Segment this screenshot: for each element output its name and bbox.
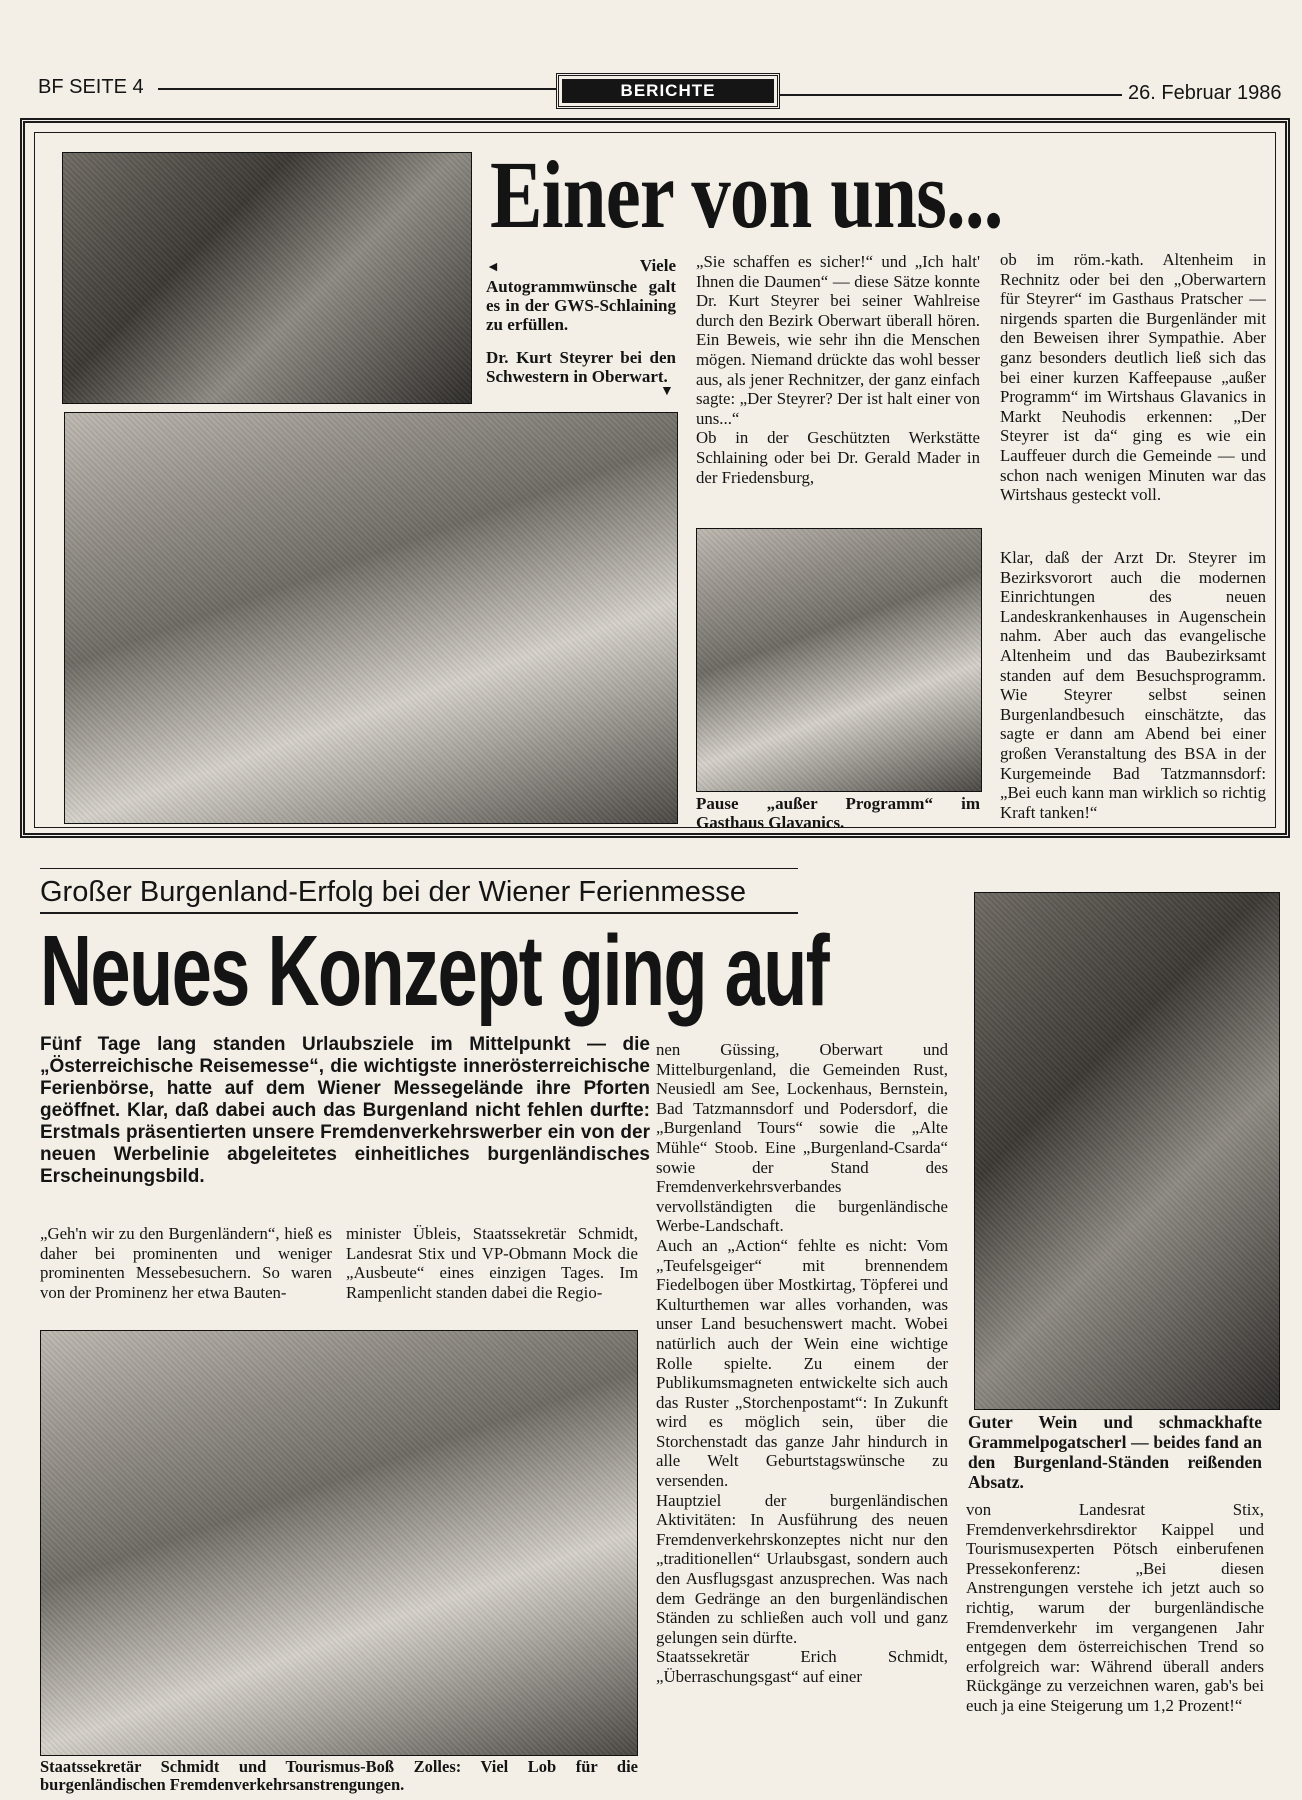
photo-gasthaus <box>696 528 982 792</box>
story1-column-3: Klar, daß der Arzt Dr. Steyrer im Bezirksvorort auch die modernen Einrichtungen des neuen Landeskrankenhauses in Augenschein nahm. Aber auch das evangelische Altenheim und das Baubezirksamt standen auf dem Besuchsprogramm. Wie Steyrer selbst seinen Burgenlandbesuch einschätzte, das sagte er dann am Abend bei einer großen Veranstaltung des BSA in der Kurgemeinde Bad Tatzmannsdorf: „Bei euch kann man wirklich so richtig Kraft tanken!“ <box>1000 548 1266 822</box>
story2-column-3: nen Güssing, Oberwart und Mittelburgenland, die Gemeinden Rust, Neusiedl am See, Lockenhaus, Bernstein, Bad Tatzmannsdorf und Podersdorf, die „Burgenland Tours“ sowie die „Alte Mühle“ Stoob. Eine „Burgenland-Csarda“ sowie der Stand des Fremdenverkehrsverbandes vervollständigten die burgenländische Werbe-Landschaft. Auch an „Action“ fehlte es nicht: Vom „Teufelsgeiger“ mit brennendem Fiedelbogen über Mostkirtag, Töpferei und Kulturthemen war alles vorhanden, was unser Land besuchenswert macht. Wobei natürlich auch der Wein eine wichtige Rolle spielte. Zu einem der Publikumsmagneten entwickelte sich auch das Ruster „Storchenpostamt“: In Zukunft wird es möglich sein, über die Storchenstadt das ganze Jahr hindurch in alle Welt Geburtstagswünsche zu versenden. Hauptziel der burgenländischen Aktivitäten: In Ausführung des neuen Fremdenverkehrskonzeptes nicht nur den „traditionellen“ Urlaubsgast, sondern auch den Ausflugsgast anzusprechen. Was nach dem Gedränge an den burgenländischen Ständen zu schließen auch voll und ganz gelungen sein dürfte. Staatssekretär Erich Schmidt, „Überraschungsgast“ auf einer <box>656 1040 948 1686</box>
story2-lead: Fünf Tage lang standen Urlaubsziele im Mittelpunkt — die „Österreichische Reisemesse“, die wichtigste innerösterreichische Ferienbörse, hatte auf dem Wiener Messegelände ihre Pforten geöffnet. Klar, daß dabei auch das Burgenland nicht fehlen durfte: Erstmals präsentierten unsere Fremdenverkehrswerber ein von der neuen Werbelinie abgeleitetes einheitliches burgenländisches Erscheinungsbild. <box>40 1034 650 1187</box>
caption-fair: Staatssekretär Schmidt und Tourismus-Boß Zolles: Viel Lob für die burgenländischen Fremdenverkehrsanstrengungen. <box>40 1757 638 1794</box>
caption-nurses: Dr. Kurt Steyrer bei den Schwestern in Oberwart. <box>486 348 676 386</box>
caption-gasthaus: Pause „außer Programm“ im Gasthaus Glavanics. <box>696 794 980 832</box>
photo-fair <box>40 1330 638 1756</box>
kicker-top-rule <box>40 868 798 869</box>
photo-nurses <box>64 412 678 824</box>
issue-date: 26. Februar 1986 <box>1128 82 1282 104</box>
section-label-box <box>556 73 780 109</box>
page-marker: BF SEITE 4 <box>38 76 144 98</box>
header-rule-right <box>780 94 1122 96</box>
photo-autographs <box>62 152 472 404</box>
story1-headline: Einer von uns... <box>490 141 1003 248</box>
story1-column-1: „Sie schaffen es sicher!“ und „Ich halt' Ihnen die Daumen“ — diese Sätze konnte Dr. Kurt Steyrer bei seiner Wahlreise durch den Bezirk Oberwart überall hören. Ein Beweis, wie sehr ihn die Menschen mögen. Niemand drückte das wohl besser aus, als jener Rechnitzer, der ganz einfach sagte: „Der Steyrer? Der ist halt einer von uns...“ Ob in der Geschützten Werkstätte Schlaining oder bei Dr. Gerald Mader in der Friedensburg, <box>696 252 980 487</box>
story2-column-4: von Landesrat Stix, Fremdenverkehrsdirektor Kaippel und Tourismusexperten Pötsch einberufenen Pressekonferenz: „Bei diesen Anstrengungen verstehe ich jetzt auch so richtig, warum der burgenländische Fremdenverkehr im vergangenen Jahr entgegen dem österreichischen Trend so erfolgreich war: Während überall anders Rückgänge zu verzeichnen waren, gab's bei euch ja eine Steigerung um 1,2 Prozent!“ <box>966 1500 1264 1715</box>
photo-wine <box>974 892 1280 1410</box>
story1-column-2: ob im röm.-kath. Altenheim in Rechnitz oder bei den „Oberwartern für Steyrer“ im Gasthaus Pratscher — nirgends sparten die Burgenländer mit den Beweisen ihrer Sympathie. Aber ganz besonders deutlich ließ sich das bei einer kurzen Kaffeepause „außer Programm“ im Wirtshaus Glavanics in Markt Neuhodis erkennen: „Der Steyrer ist da“ ging es wie ein Lauffeuer durch die Gemeinde — und schon nach wenigen Minuten war das Wirtshaus gesteckt voll. <box>1000 250 1266 505</box>
story2-column-2: minister Übleis, Staatssekretär Schmidt, Landesrat Stix und VP-Obmann Mock die „Ausbeute“ eines einzigen Tages. Im Rampenlicht standen dabei die Regio- <box>346 1224 638 1302</box>
arrow-down-icon: ▼ <box>660 384 674 399</box>
caption-wine: Guter Wein und schmackhafte Grammelpogatscherl — beides fand an den Burgenland-Ständen reißenden Absatz. <box>968 1412 1262 1492</box>
story2-headline: Neues Konzept ging auf <box>40 915 829 1027</box>
caption-autographs: ◄ Viele Autogrammwünsche galt es in der GWS-Schlaining zu erfüllen. <box>486 256 676 334</box>
header-rule-left <box>158 88 556 90</box>
section-label: BERICHTE <box>562 79 774 103</box>
story2-kicker: Großer Burgenland-Erfolg bei der Wiener Ferienmesse <box>40 876 746 908</box>
story2-column-1: „Geh'n wir zu den Burgenländern“, hieß es daher bei prominenten und weniger prominenten Messebesuchern. So waren von der Prominenz her etwa Bauten- <box>40 1224 332 1302</box>
